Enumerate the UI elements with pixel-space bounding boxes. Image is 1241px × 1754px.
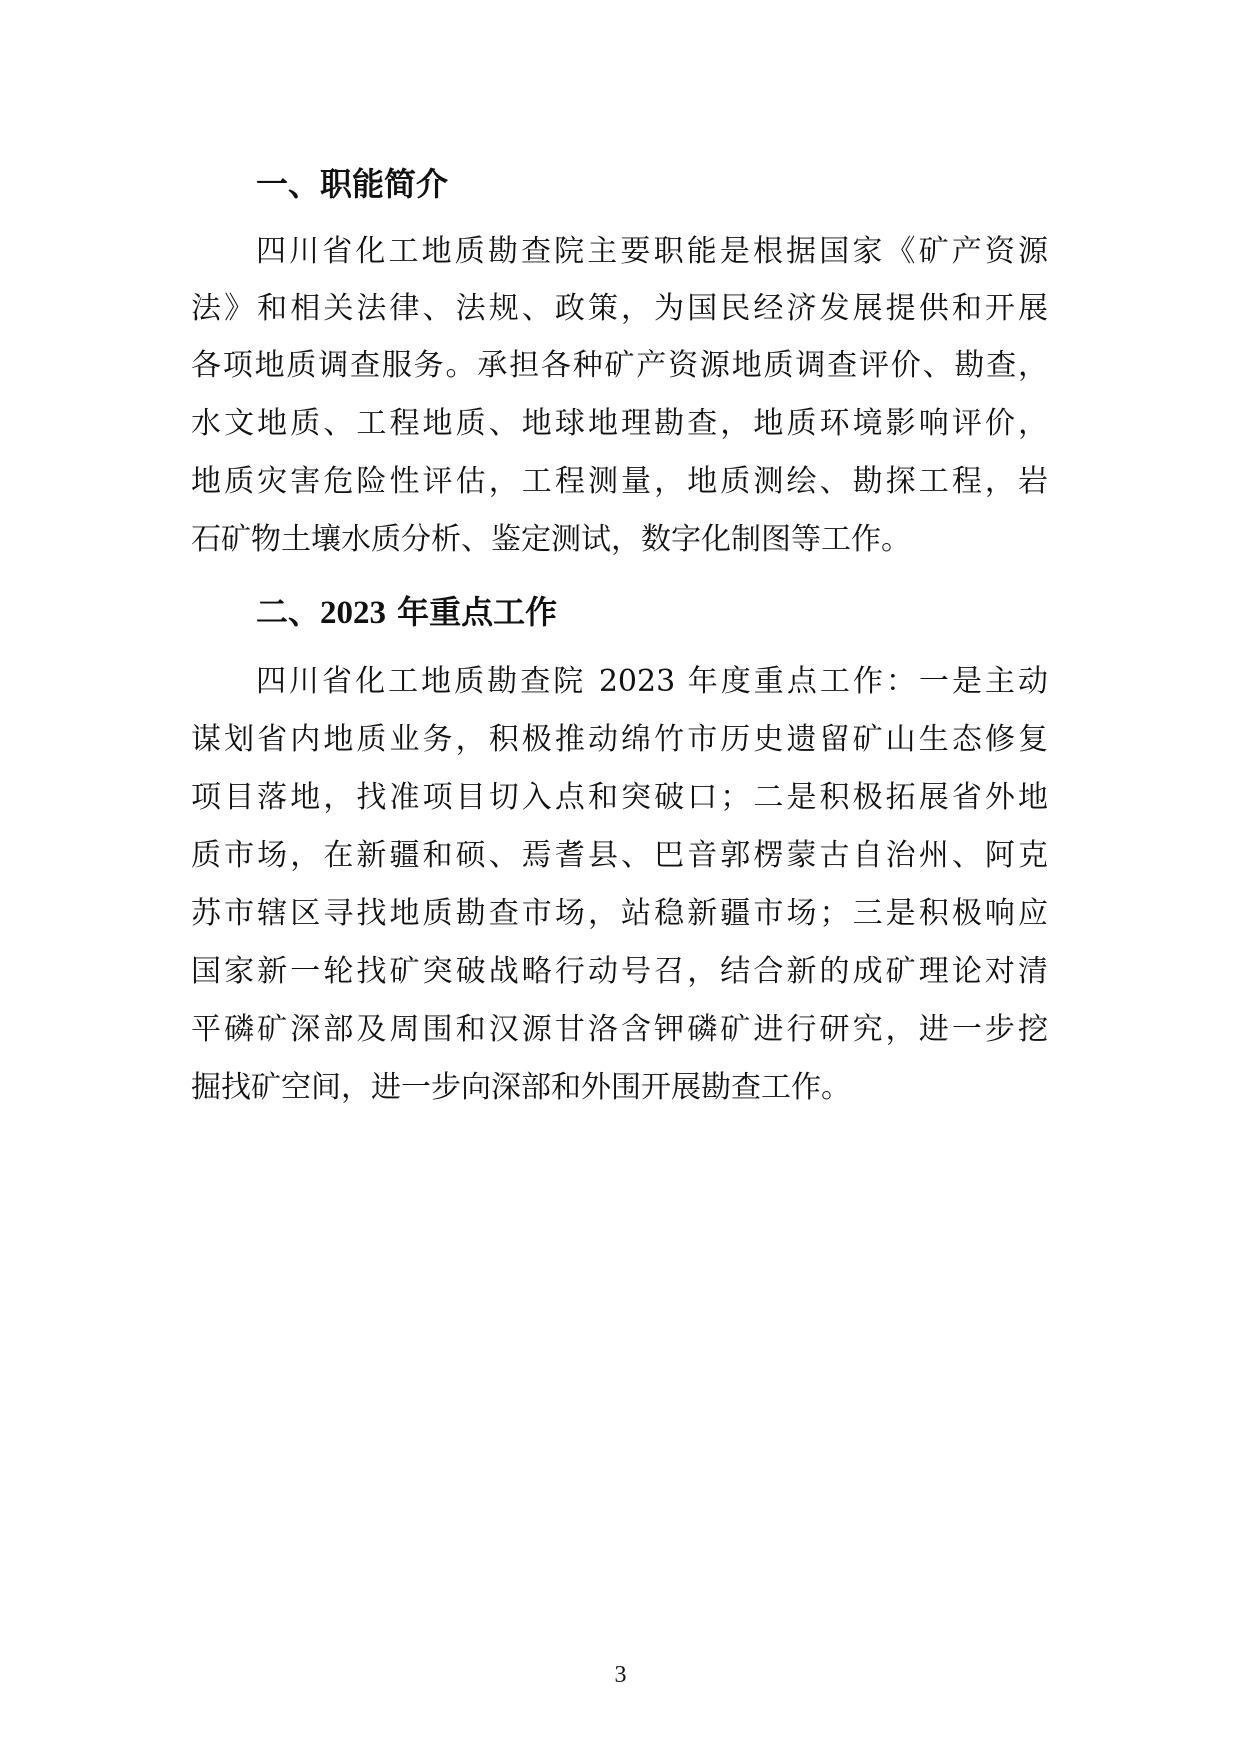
heading-suffix: 年重点工作: [386, 593, 558, 631]
paragraph-line: 平磷矿深部及周围和汉源甘洛含钾磷矿进行研究，进一步挖: [191, 1012, 1048, 1047]
page-number: 3: [614, 1662, 627, 1688]
paragraph-line: 地质灾害危险性评估，工程测量，地质测绘、勘探工程，岩: [191, 464, 1048, 499]
heading-prefix: 二、: [256, 593, 321, 631]
paragraph-line: 四川省化工地质勘查院主要职能是根据国家《矿产资源: [256, 234, 1048, 269]
heading-year: 2023: [320, 595, 387, 631]
paragraph-line: 苏市辖区寻找地质勘查市场，站稳新疆市场；三是积极响应: [191, 896, 1048, 931]
paragraph-line: 国家新一轮找矿突破战略行动号召，结合新的成矿理论对清: [191, 954, 1048, 989]
section-heading-functions: 一、职能简介: [256, 165, 449, 203]
paragraph-line: 水文地质、工程地质、地球地理勘查，地质环境影响评价，: [191, 406, 1048, 441]
section-heading-key-work: [256, 592, 557, 633]
paragraph-line: 法》和相关法律、法规、政策，为国民经济发展提供和开展: [191, 291, 1048, 326]
paragraph-line: 项目落地，找准项目切入点和突破口；二是积极拓展省外地: [191, 780, 1048, 815]
paragraph-line: 各项地质调查服务。承担各种矿产资源地质调查评价、勘查，: [191, 348, 1048, 383]
paragraph-line: 掘找矿空间，进一步向深部和外围开展勘查工作。: [191, 1070, 851, 1105]
paragraph-line: 谋划省内地质业务，积极推动绵竹市历史遗留矿山生态修复: [191, 722, 1048, 757]
paragraph-line: 石矿物土壤水质分析、鉴定测试，数字化制图等工作。: [191, 522, 911, 557]
paragraph-line: 四川省化工地质勘查院 2023 年度重点工作：一是主动: [256, 664, 1048, 699]
paragraph-line: 质市场，在新疆和硕、焉耆县、巴音郭楞蒙古自治州、阿克: [191, 838, 1048, 873]
